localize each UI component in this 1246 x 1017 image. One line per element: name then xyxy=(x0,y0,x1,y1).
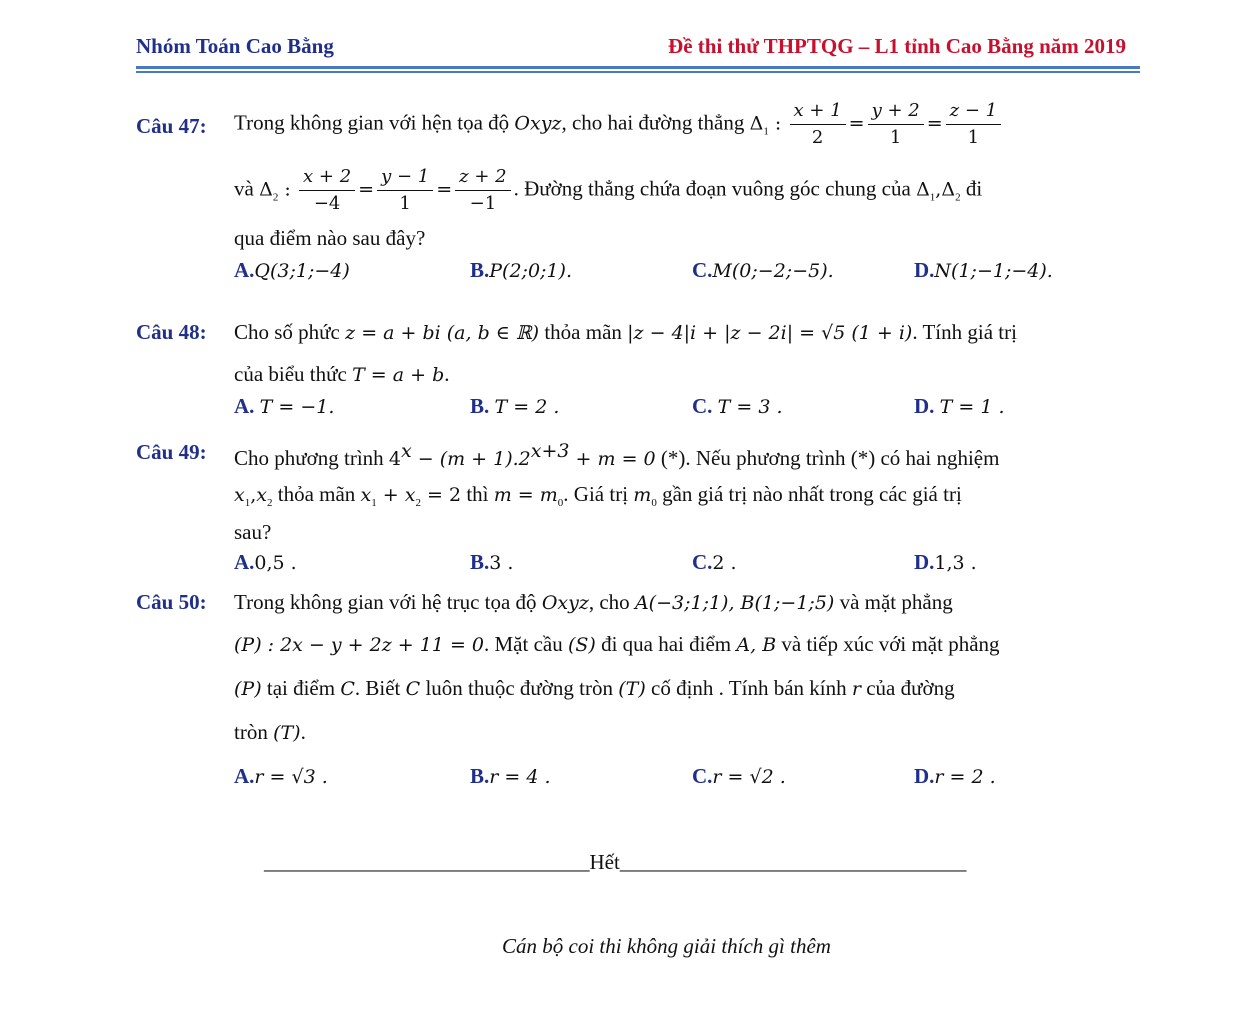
q48-options xyxy=(234,396,1140,424)
option-c[interactable]: C.M(0;−2;−5). xyxy=(692,258,834,282)
q49-line-2: $x_1,x_2$ thỏa mãn $x_1 + x_2 = 2$ thì $m = m_0$. Giá trị $m_0$ gần giá trị nào nhất trong các giá trị xyxy=(234,482,962,510)
q47-fraction: $\frac{x + 2}{-4}$ xyxy=(299,164,355,217)
q50-line-2: (P) : 2x − y + 2z + 11 = 0. Mặt cầu (S) đi qua hai điểm A, B và tiếp xúc với mặt phẳng xyxy=(234,632,1000,656)
page-header xyxy=(136,34,1140,60)
q50-options xyxy=(234,766,1140,794)
q50-line-1: Trong không gian với hệ trục tọa độ Oxyz, cho A(−3;1;1), B(1;−1;5) và mặt phẳng xyxy=(234,590,953,614)
header-right: Đề thi thử THPTQG – L1 tỉnh Cao Bằng năm 2019 xyxy=(668,34,1126,58)
q48-expr: z = a + bi (a, b ∈ ℝ) xyxy=(345,322,540,344)
q48-text: thỏa mãn xyxy=(539,320,628,344)
q48-text: . Tính giá trị xyxy=(912,320,1017,344)
q47-text: , cho hai đường thẳng xyxy=(561,110,750,135)
question-50 xyxy=(136,588,1140,798)
q48-expr: T = a + b xyxy=(352,364,445,386)
option-b[interactable]: B. T = 2 . xyxy=(470,394,560,418)
q48-text: của biểu thức xyxy=(234,362,353,386)
q47-fraction: $\frac{y - 1}{1}$ xyxy=(377,164,433,217)
q49-line-1: Cho phương trình $4^x - (m + 1).2^{x+3} + m = 0$ (*). Nếu phương trình (*) có hai nghiệm xyxy=(234,440,1000,470)
option-b[interactable]: B.P(2;0;1). xyxy=(470,258,572,282)
option-c[interactable]: C.r = √2 . xyxy=(692,764,786,788)
option-b[interactable]: B.r = 4 . xyxy=(470,764,551,788)
question-48 xyxy=(136,320,1140,420)
option-d[interactable]: D.1,3 . xyxy=(914,550,977,574)
q50-line-4: tròn (T). xyxy=(234,720,306,744)
footer-note: Cán bộ coi thi không giải thích gì thêm xyxy=(502,934,831,958)
q47-fraction: $\frac{y + 2}{1}$ xyxy=(868,98,924,151)
q47-oxyz: Oxyz xyxy=(514,112,562,135)
question-49 xyxy=(136,440,1140,580)
q50-text: Trong không gian với hệ trục tọa độ xyxy=(234,590,542,614)
question-label: Câu 49: xyxy=(136,440,207,464)
option-c[interactable]: C.2 . xyxy=(692,550,737,574)
option-c[interactable]: C. T = 3 . xyxy=(692,394,783,418)
question-47 xyxy=(136,98,1140,298)
q49-text: thỏa mãn xyxy=(272,482,361,506)
q47-text: và xyxy=(234,176,260,201)
q50-expr: A(−3;1;1), B(1;−1;5) xyxy=(634,592,835,614)
option-a[interactable]: A.0,5 . xyxy=(234,550,297,574)
question-label: Câu 47: xyxy=(136,114,207,138)
q49-expr: 4 xyxy=(388,448,401,470)
q49-options xyxy=(234,552,1140,580)
q47-colon: : xyxy=(768,112,782,135)
question-label: Câu 50: xyxy=(136,590,207,614)
q48-line-1 xyxy=(234,322,1017,343)
q47-line-3: qua điểm nào sau đây? xyxy=(234,226,426,250)
q47-options xyxy=(234,260,1140,288)
option-a[interactable]: A.r = √3 . xyxy=(234,764,328,788)
q48-line-2: của biểu thức T = a + b. xyxy=(234,362,450,386)
q47-fraction: $\frac{x + 1}{2}$ xyxy=(790,98,846,151)
q49-text: (*). Nếu phương trình (*) có hai nghiệm xyxy=(655,446,1000,470)
end-marker: _______________________________Hết_________________________________ xyxy=(264,850,967,874)
q47-line-2: và $\Delta_2$ : $\frac{x + 2}{-4}$ = $\frac{y - 1}{1}$ = $\frac{z + 2}{-1}$ . Đường thẳng chứa đoạn vuông góc chung của $\Delta_1,\Delta_2$ đi xyxy=(234,164,982,217)
header-left: Nhóm Toán Cao Bằng xyxy=(136,34,334,58)
q48-text: Cho số phức xyxy=(234,320,346,344)
q47-fraction: $\frac{z - 1}{1}$ xyxy=(946,98,1001,151)
q48-expr: |z − 4|i + |z − 2i| = √5 (1 + i) xyxy=(627,322,913,344)
q47-text: . Đường thẳng chứa đoạn vuông góc chung của xyxy=(513,176,917,201)
q50-expr: (P) : 2x − y + 2z + 11 = 0 xyxy=(234,634,484,656)
q47-text: Trong không gian với hện tọa độ xyxy=(234,110,515,135)
q50-line-3: (P) tại điểm C. Biết C luôn thuộc đường tròn (T) cố định . Tính bán kính r của đường xyxy=(234,676,955,700)
q47-delta1: Δ xyxy=(749,112,764,135)
option-d[interactable]: D.r = 2 . xyxy=(914,764,996,788)
option-a[interactable]: A. T = −1. xyxy=(234,394,335,418)
q49-expr: − (m + 1).2 xyxy=(411,448,531,470)
q49-expr: + m = 0 xyxy=(569,448,656,470)
q49-text: Cho phương trình xyxy=(234,446,389,470)
option-b[interactable]: B.3 . xyxy=(470,550,514,574)
q47-fraction: $\frac{z + 2}{-1}$ xyxy=(455,164,510,217)
option-a[interactable]: A.Q(3;1;−4) xyxy=(234,258,350,282)
q49-line-3: sau? xyxy=(234,520,272,544)
header-rule-thick xyxy=(136,66,1140,69)
header-rule-thin xyxy=(136,71,1140,73)
option-d[interactable]: D. T = 1 . xyxy=(914,394,1005,418)
q47-delta2: Δ xyxy=(259,178,273,201)
question-label: Câu 48: xyxy=(136,320,207,344)
option-d[interactable]: D.N(1;−1;−4). xyxy=(914,258,1053,282)
q47-line-1: Trong không gian với hện tọa độ Oxyz, cho hai đường thẳng $\Delta_1$ : $\frac{x + 1}{2}$ = $\frac{y + 2}{1}$ = $\frac{z - 1}{1}$ xyxy=(234,98,1004,151)
